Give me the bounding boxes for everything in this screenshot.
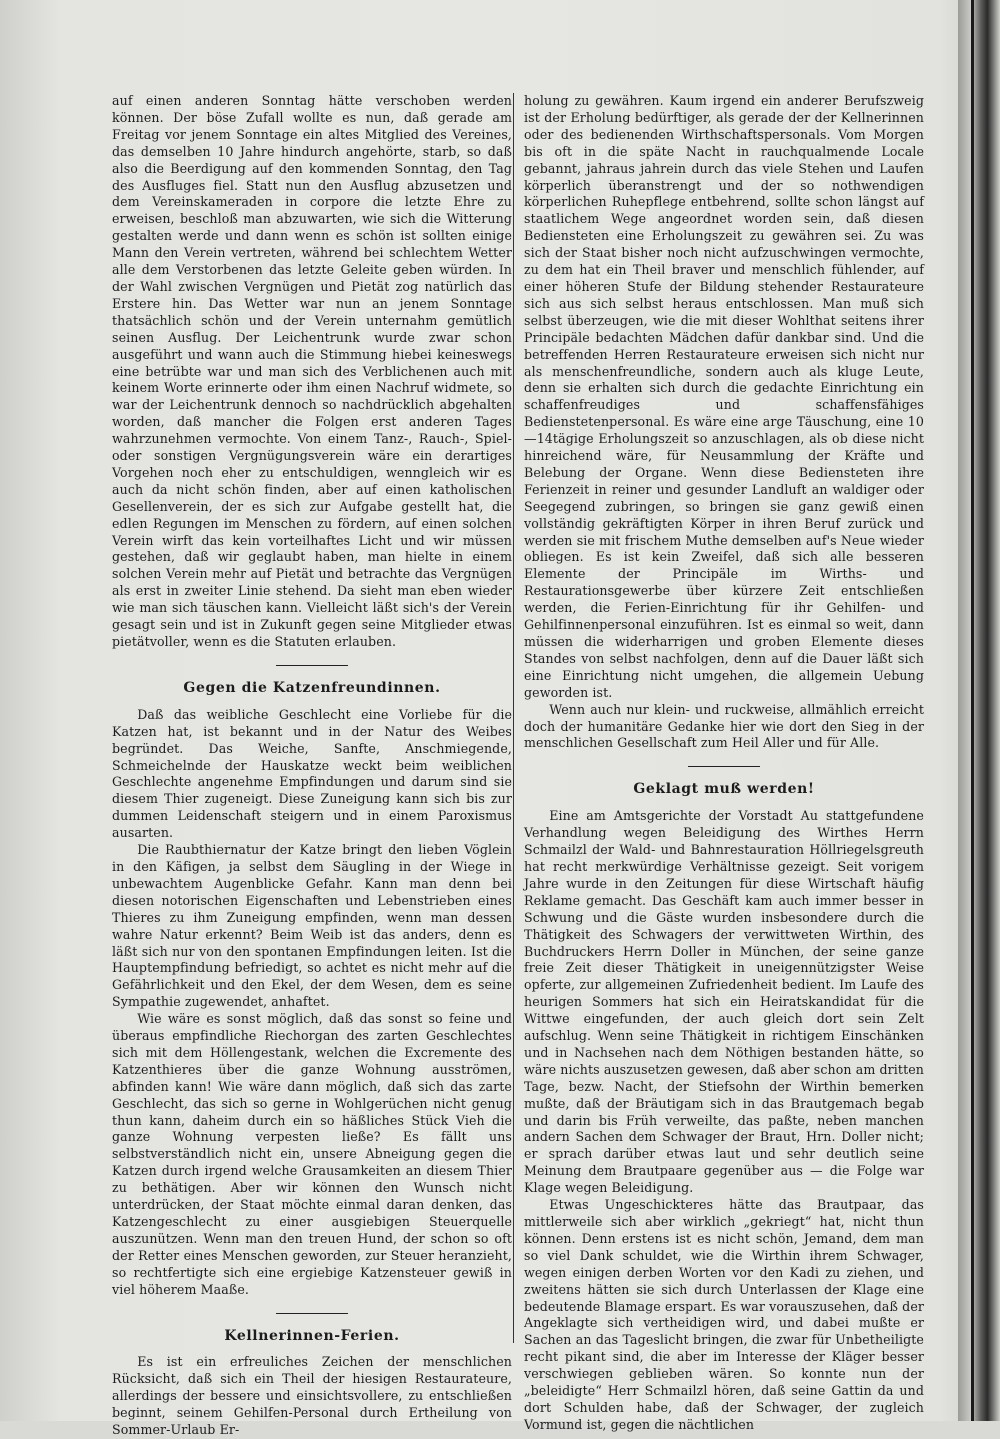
right-column bbox=[524, 93, 924, 1434]
heading-must-sue: Geklagt muß werden! bbox=[633, 781, 815, 798]
waitress-paragraph-2: Wenn auch nur klein- und ruckweise, allmählich erreicht doch der humanitäre Gedanke hier wie dort den Sieg in der menschlichen Gesellschaft zum Heil Aller und für Alle. bbox=[524, 701, 924, 751]
article-continued-paragraph: auf einen anderen Sonntag hätte verschoben werden können. Der böse Zufall wollte es nun, daß gerade am Freitag vor jenem Sonntage ein altes Mitglied des Vereines, das demselben 10 Jahre hindurch angehörte, starb, so daß also die Beerdigung auf den kommenden Sonntag, den Tag des Ausfluges fiel. Statt nun den Ausflug abzusetzen und dem Vereinskameraden in corpore die letzte Ehre zu erweisen, beschloß man abzuwarten, wie sich die Witterung gestalten werde und dann wenn es schön ist sollten einige Mann den Verein vertreten, während bei schlechtem Wetter alle dem Verstorbenen das letzte Geleite geben würden. In der Wahl zwischen Vergnügen und Pietät zog natürlich das Erstere hin. Das Wetter war nun an jenem Sonntage thatsächlich schön und der Verein unternahm gemütlich seinen Ausflug. Der Leichentrunk wurde zwar schon ausgeführt und wann auch die Stimmung hiebei keineswegs eine betrübte war und man sich des Verblichenen auch mit keinem Worte erinnerte oder ihm einen Nachruf widmete, so war der Leichentrunk dennoch so nachdrücklich abgehalten worden, daß mancher die Folgen erst anderen Tages wahrzunehmen vermochte. Von einem Tanz-, Rauch-, Spiel- oder sonstigen Vergnügungsverein wäre ein derartiges Vorgehen noch eher zu entschuldigen, wenngleich wir es auch da nicht schön finden, aber auf einen katholischen Gesellenverein, der es sich zur Aufgabe gestellt hat, die edlen Regungen im Menschen zu fördern, auf einen solchen Verein wirft das kein vorteilhaftes Licht und wir müssen gestehen, daß wir geglaubt haben, man hielte in einem solchen Verein mehr auf Pietät und betrachte das Vergnügen als erst in zweiter Linie stehend. Da sieht man eben wieder wie man sich täuschen kann. Vielleicht läßt sich's der Verein gesagt sein und ist in Zukunft gegen seine Mitglieder etwas pietätvoller, wenn es die Statuten erlauben. bbox=[112, 93, 512, 649]
waitress-paragraph-1-start: Es ist ein erfreuliches Zeichen der menschlichen Rücksicht, daß sich ein Theil der hiesigen Restaurateure, allerdings der bessere und einsichtsvollere, zu entschließen beginnt, seinem Gehilfen-Personal durch Ertheilung von Sommer-Urlaub Er- bbox=[112, 1354, 512, 1438]
cats-paragraph-2: Die Raubthiernatur der Katze bringt den lieben Vöglein in den Käfigen, ja selbst dem Säugling in der Wiege in unbewachtem Augenblicke Gefahr. Kann man denn bei diesen notorischen Eigenschaften und Lebenstrieben eines Thieres zu ihm Zuneigung empfinden, wenn man dessen wahre Natur erkennt? Beim Weib ist das anders, denn es läßt sich nur von den spontanen Empfindungen leiten. Ist die Hauptempfindung befriedigt, so achtet es nicht mehr auf die Gefährlichkeit und den Ekel, der dem Wesen, dem es seine Sympathie zugewendet, anhaftet. bbox=[112, 842, 512, 1010]
cats-paragraph-1: Daß das weibliche Geschlecht eine Vorliebe für die Katzen hat, ist bekannt und in der Natur des Weibes begründet. Das Weiche, Sanfte, Anschmiegende, Schmeichelnde der Hauskatze weckt beim weiblichen Geschlechte angenehme Empfindungen und darum sind sie diesem Thier zugeneigt. Diese Zuneigung kann sich bis zur dummen Leidenschaft steigern und in einem Paroxismus ausarten. bbox=[112, 706, 512, 841]
section-separator bbox=[276, 665, 348, 666]
heading-waitress-holidays: Kellnerinnen-Ferien. bbox=[224, 1327, 400, 1344]
sued-paragraph-2: Etwas Ungeschickteres hätte das Brautpaar, das mittlerweile sich aber wirklich „gekriegt“ hat, nicht thun können. Denn erstens ist es nicht schön, Jemand, dem man so viel Dank schuldet, wie die Wirthin ihrem Schwager, wegen einigen derben Worten vor den Kadi zu ziehen, und zweitens hätten sie sich durch Unterlassen der Klage eine bedeutende Blamage erspart. Es war vorauszusehen, daß der Angeklagte sich vertheidigen wird, und dabei mußte er Sachen an das Tageslicht bringen, die zwar für Unbetheiligte recht pikant sind, die aber im Interesse der Kläger besser verschwiegen geblieben wären. So konnte nun der „beleidigte“ Herr Schmailzl hören, daß seine Gattin da und dort Schulden habe, daß der Schwager, der zugleich Vormund ist, gegen die nächtlichen bbox=[524, 1197, 924, 1432]
section-separator bbox=[688, 766, 760, 767]
left-column bbox=[112, 93, 512, 1439]
cats-paragraph-3: Wie wäre es sonst möglich, daß das sonst so feine und überaus empfindliche Riechorgan des zarten Geschlechtes sich mit dem Höllengestank, welchen die Excremente des Katzenthieres über die ganze Wohnung ausströmen, abfinden kann! Wie wäre dann möglich, daß sich das zarte Geschlecht, das sich so gerne in Wohlgerüchen nicht genug thun kann, daheim durch ein so häßliches Stück Vieh die ganze Wohnung verpesten ließe? Es fällt uns selbstverständlich nicht ein, unsere Abneigung gegen die Katzen durch irgend welche Grausamkeiten an diesem Thier zu bethätigen. Aber wir können den Wunsch nicht unterdrücken, der Staat möchte einmal daran denken, das Katzengeschlecht zu einer ausgiebigen Steuerquelle auszunützen. Wenn man den treuen Hund, der schon so oft der Retter eines Menschen geworden, zur Steuer heranzieht, so rechtfertigte sich eine ergiebige Katzensteuer gewiß in viel höherem Maaße. bbox=[112, 1011, 512, 1297]
waitress-paragraph-1-continued: holung zu gewähren. Kaum irgend ein anderer Berufszweig ist der Erholung bedürftiger, als gerade der der Kellnerinnen oder des bedienenden Wirthschaftspersonals. Vom Morgen bis oft in die späte Nacht in rauchqualmende Locale gebannt, jahraus jahrein durch das viele Stehen und Laufen körperlich überanstrengt und der so nothwendigen körperlichen Ruhepflege entbehrend, sollte schon längst auf staatlichem Wege angeordnet worden sein, daß diesen Bediensteten eine Erholungszeit zu gewähren sei. Zu was sich der Staat bisher noch nicht aufzuschwingen vermochte, zu dem hat ein Theil braver und menschlich fühlender, auf einer höheren Stufe der Bildung stehender Restaurateure sich aus sich selbst heraus entschlossen. Man muß sich selbst überzeugen, wie die mit dieser Wohlthat seitens ihrer Principäle bedachten Mädchen dafür dankbar sind. Und die betreffenden Herren Restaurateure erweisen sich nicht nur als menschenfreundliche, sondern auch als kluge Leute, denn sie erhalten sich durch die gedachte Einrichtung ein schaffenfreudiges und schaffensfähiges Bedienstetenpersonal. Es wäre eine arge Täuschung, eine 10—14tägige Erholungszeit so anzuschlagen, als ob diese nicht hinreichend wäre, für Neusammlung der Kräfte und Belebung der Organe. Wenn diese Bediensteten ihre Ferienzeit in reiner und gesunder Landluft an waldiger oder Seegegend zubringen, so bringen sie ganz gewiß einen vollständig gekräftigten Körper in ihren Beruf zurück und werden sie mit frischem Muthe demselben auf's Neue wieder obliegen. Es ist kein Zweifel, daß sich alle besseren Elemente der Principäle im Wirths- und Restaurationsgewerbe über kürzere Zeit entschließen werden, die Ferien-Einrichtung für ihr Gehilfen- und Gehilfinnenpersonal einzuführen. Ist es einmal so weit, dann müssen die widerharrigen und groben Elemente dieses Standes von selbst nachfolgen, denn auf die Dauer läßt sich eine Einrichtung nicht umgehen, die allgemein Uebung geworden ist. bbox=[524, 93, 924, 700]
heading-cats: Gegen die Katzenfreundinnen. bbox=[183, 679, 441, 696]
page-binding-edge bbox=[958, 0, 1000, 1421]
column-divider bbox=[513, 93, 514, 1343]
sued-paragraph-1: Eine am Amtsgerichte der Vorstadt Au stattgefundene Verhandlung wegen Beleidigung des Wirthes Herrn Schmailzl der Wald- und Bahnrestauration Höllriegelsgreuth hat recht merkwürdige Verhältnisse gezeigt. Seit vorigem Jahre wurde in den Zeitungen für diese Wirtschaft häufig Reklame gemacht. Das Geschäft kam auch immer besser in Schwung und die Gäste wurden insbesondere durch die Thätigkeit des Schwagers der verwittweten Wirthin, des Buchdruckers Herrn Doller in München, der seine ganze freie Zeit dieser Thätigkeit in uneigennützigster Weise opferte, zur allgemeinen Zufriedenheit bedient. Im Laufe des heurigen Sommers hat sich ein Heiratskandidat für die Wittwe eingefunden, der auch gleich dort sein Zelt aufschlug. Wenn seine Thätigkeit in richtigem Einschänken und in Nachsehen nach dem Nöthigen bestanden hätte, so wäre nichts auszusetzen gewesen, daß aber schon am dritten Tage, bezw. Nacht, der Stiefsohn der Wirthin bemerken mußte, daß der Bräutigam sich in das Brautgemach begab und darin bis Früh verweilte, das paßte, neben manchen andern Sachen dem Schwager der Braut, Hrn. Doller nicht; er sprach darüber etwas laut und sehr deutlich seine Meinung dem Brautpaare gegenüber aus — die Folge war Klage wegen Beleidigung. bbox=[524, 808, 924, 1196]
page-edge-line bbox=[971, 0, 974, 1421]
section-separator bbox=[276, 1313, 348, 1314]
